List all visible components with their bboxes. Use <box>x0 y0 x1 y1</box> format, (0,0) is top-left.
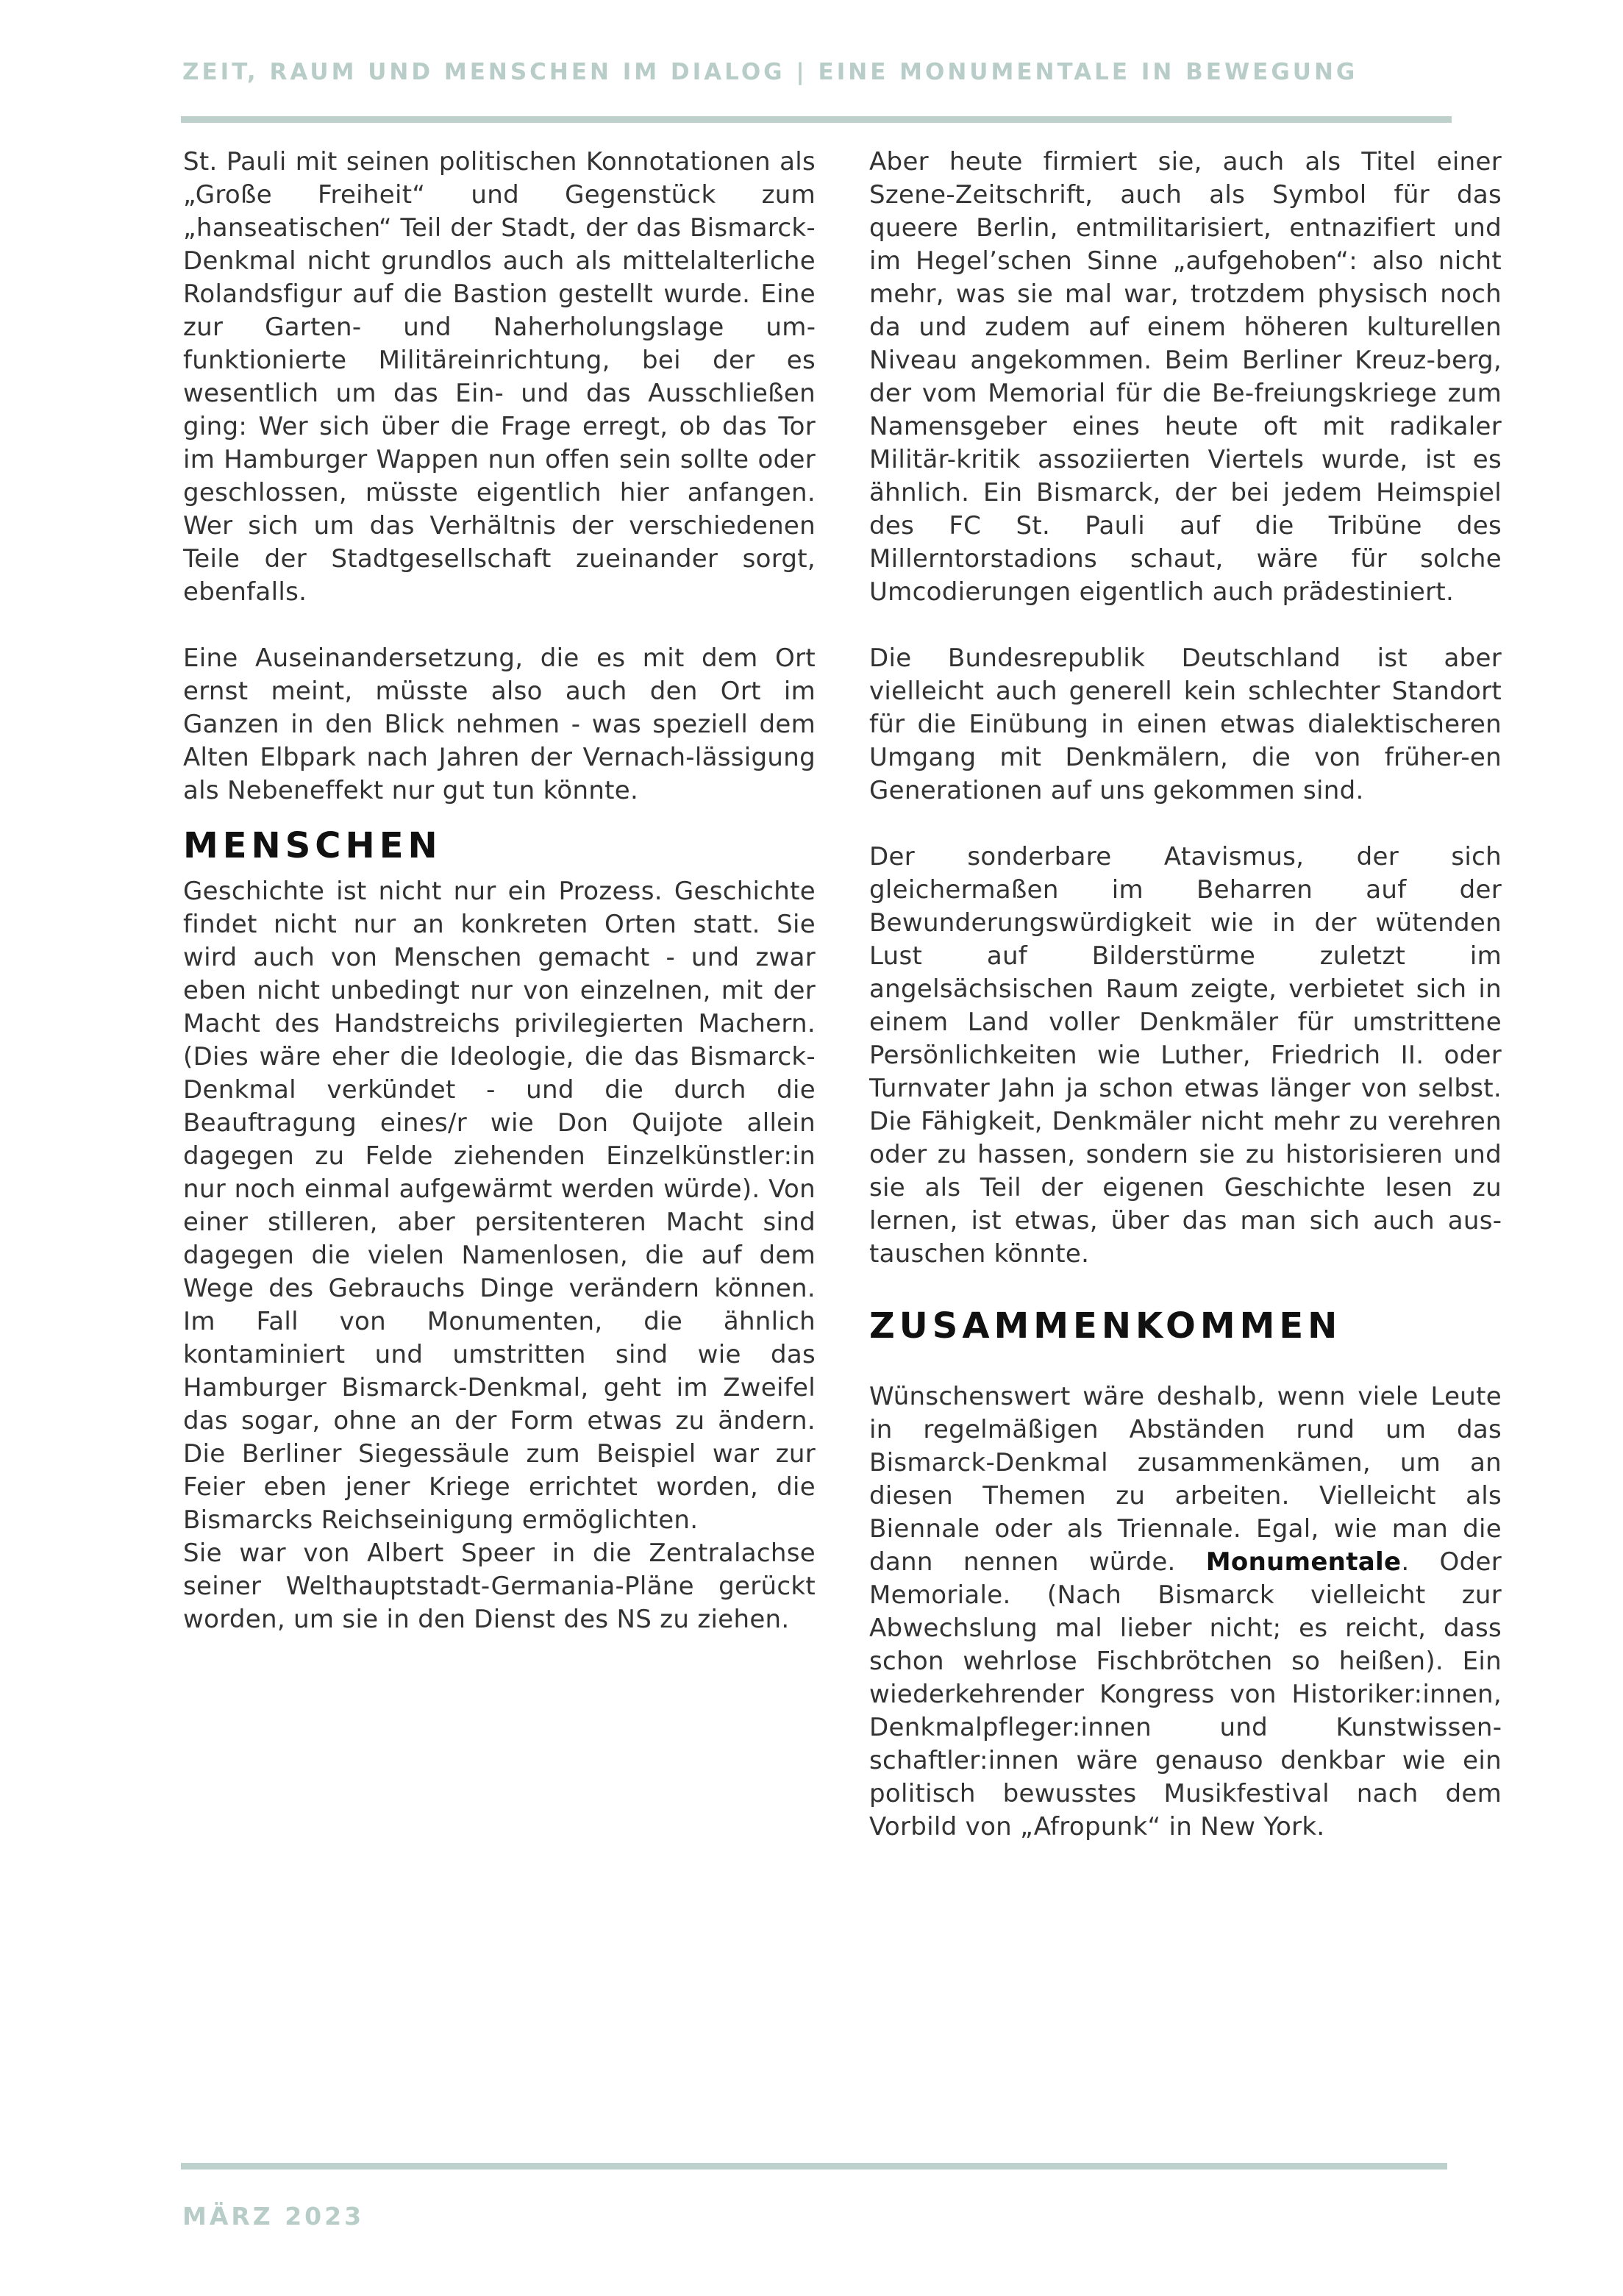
footer-date: MÄRZ 2023 <box>182 2202 365 2231</box>
left-paragraph-3: Geschichte ist nicht nur ein Prozess. Geschichte findet nicht nur an konkreten Orten statt. Sie wird auch von Menschen gemacht - und zwar eben nicht unbedingt nur von einzelnen, mit der Macht des Handstreichs privilegierten Machern. (Dies wäre eher die Ideologie, die das Bismarck-Denkmal verkündet - und die durch die Beauftragung eines/r wie Don Quijote allein dagegen zu Felde ziehenden Einzelkünstler:in nur noch einmal aufgewärmt werden würde). Von einer stilleren, aber persitenteren Macht sind dagegen die vielen Namenlosen, die auf dem Wege des Gebrauchs Dinge verändern können. Im Fall von Monumenten, die ähnlich kontaminiert und umstritten sind wie das Hamburger Bismarck-Denkmal, geht im Zweifel das sogar, ohne an der Form etwas zu ändern. Die Berliner Siegessäule zum Beispiel war zur Feier eben jener Kriege errichtet worden, die Bismarcks Reichseinigung ermöglichten. <box>183 877 816 1535</box>
right-column <box>869 146 1502 1844</box>
left-paragraph-1: St. Pauli mit seinen politischen Konnotationen als „Große Freiheit“ und Gegenstück zum „hanseatischen“ Teil der Stadt, der das Bismarck-Denkmal nicht grundlos auch als mittelalterliche Rolandsfigur auf die Bastion gestellt wurde. Eine zur Garten- und Naherholungslage umfunktionierte Militäreinrichtung, bei der es wesentlich um das Ein- und das Ausschließen ging: Wer sich über die Frage erregt, ob das Tor im Hamburger Wappen nun offen sein sollte oder geschlossen, müsste eigentlich hier anfangen. Wer sich um das Verhältnis der verschiedenen Teile der Stadtgesellschaft zueinander sorgt, ebenfalls. <box>183 147 816 607</box>
right-paragraph-1: Aber heute firmiert sie, auch als Titel einer Szene-Zeitschrift, auch als Symbol für das queere Berlin, entmilitarisiert, entnazifiert und im Hegel’schen Sinne „aufgehoben“: also nicht mehr, was sie mal war, trotzdem physisch noch da und zudem auf einem höheren kulturellen Niveau angekommen. Beim Berliner Kreuz-berg, der vom Memorial für die Be-freiungskriege zum Namensgeber eines heute oft mit radikaler Militär-kritik assoziierten Viertels wurde, ist es ähnlich. Ein Bismarck, der bei jedem Heimspiel des FC St. Pauli auf die Tribüne des Millerntorstadions schaut, wäre für solche Umcodierungen eigentlich auch prädestiniert. <box>869 147 1502 607</box>
header-rule <box>181 116 1452 123</box>
right-paragraph-4 <box>869 1380 1502 1844</box>
monumentale-emphasis: Monumentale <box>1205 1547 1402 1577</box>
section-heading-zusammenkommen: ZUSAMMENKOMMEN <box>869 1305 1342 1347</box>
left-column <box>183 146 816 1636</box>
left-paragraph-4: Sie war von Albert Speer in die Zentralachse seiner Welthauptstadt-Germania-Pläne gerückt worden, um sie in den Dienst des NS zu ziehen. <box>183 1539 816 1634</box>
footer-rule <box>181 2163 1447 2170</box>
left-paragraph-2: Eine Auseinandersetzung, die es mit dem Ort ernst meint, müsste also auch den Ort im Ganzen in den Blick nehmen - was speziell dem Alten Elbpark nach Jahren der Vernach-lässigung als Nebeneffekt nur gut tun könnte. <box>183 643 816 805</box>
section-heading-menschen: MENSCHEN <box>183 825 442 866</box>
right-paragraph-3: Der sonderbare Atavismus, der sich gleichermaßen im Beharren auf der Bewunderungswürdigkeit wie in der wütenden Lust auf Bilderstürme zuletzt im angelsächsischen Raum zeigte, verbietet sich in einem Land voller Denkmäler für umstrittene Persönlichkeiten wie Luther, Friedrich II. oder Turnvater Jahn ja schon etwas länger von selbst. Die Fähigkeit, Denkmäler nicht mehr zu verehren oder zu hassen, sondern sie zu historisieren und sie als Teil der eigenen Geschichte lesen zu lernen, ist etwas, über das man sich auch austauschen könnte. <box>869 842 1502 1269</box>
right-paragraph-2: Die Bundesrepublik Deutschland ist aber vielleicht auch generell kein schlechter Standort für die Einübung in einen etwas dialektischeren Umgang mit Denkmälern, die von früher-en Generationen auf uns gekommen sind. <box>869 643 1502 805</box>
right-paragraph-4-start: Wünschenswert wäre deshalb, wenn viele Leute in regelmäßigen Abständen rund um das Bismarck-Denkmal zusammenkämen, um an diesen Themen zu arbeiten. Vielleicht als Biennale oder als Triennale. Egal, wie man die dann nennen würde. <box>869 1382 1502 1577</box>
right-paragraph-4-end: . Oder Memoriale. (Nach Bismarck vielleicht zur Abwechslung mal lieber nicht; es reicht, dass schon wehrlose Fischbrötchen so heißen). Ein wiederkehrender Kongress von Historiker:innen, Denkmalpfleger:innen und Kunstwissenschaftler:innen wäre genauso denkbar wie ein politisch bewusstes Musikfestival nach dem Vorbild von „Afropunk“ in New York. <box>869 1547 1502 1842</box>
running-header: ZEIT, RAUM UND MENSCHEN IM DIALOG | EINE MONUMENTALE IN BEWEGUNG <box>182 59 1358 85</box>
